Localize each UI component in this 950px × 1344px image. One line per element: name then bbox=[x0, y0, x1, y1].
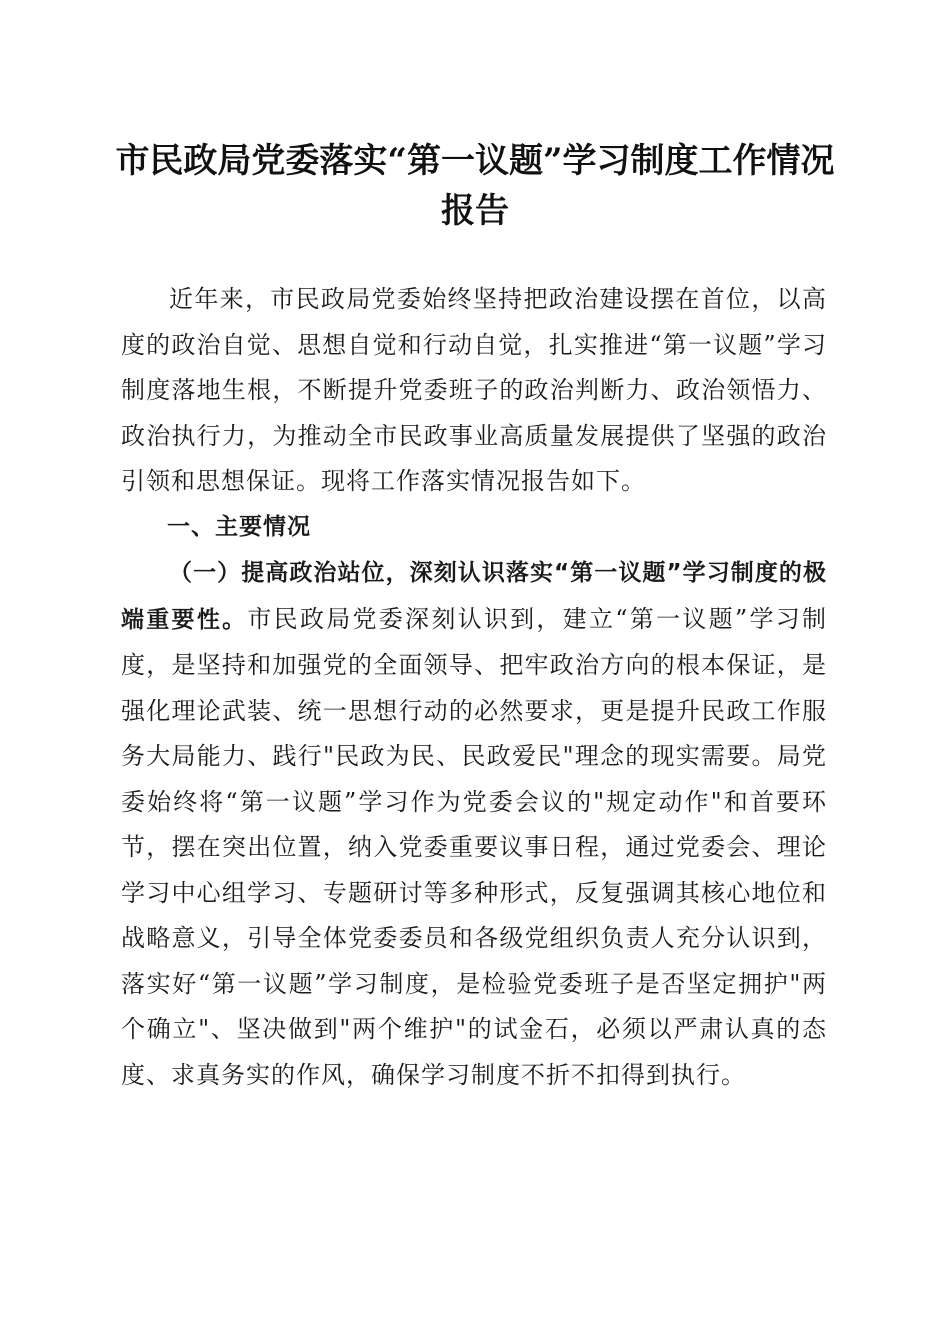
intro-paragraph: 近年来，市民政局党委始终坚持把政治建设摆在首位，以高度的政治自觉、思想自觉和行动自觉，扎实推进“第一议题”学习制度落地生根，不断提升党委班子的政治判断力、政治领悟力、政治执行力，为推动全市民政事业高质量发展提供了坚强的政治引领和思想保证。现将工作落实情况报告如下。 bbox=[121, 285, 827, 495]
subsection-heading: （一）提高政治站位，深刻认识落实“第一议题”学习制度的极端重要性。 bbox=[121, 560, 827, 633]
subsection-paragraph bbox=[121, 550, 827, 1098]
subsection-body: 市民政局党委深刻认识到，建立“第一议题”学习制度，是坚持和加强党的全面领导、把牢政治方向的根本保证，是强化理论武装、统一思想行动的必然要求，更是提升民政工作服务大局能力、践行"民政为民、民政爱民"理念的现实需要。局党委始终将“第一议题”学习作为党委会议的"规定动作"和首要环节，摆在突出位置，纳入党委重要议事日程，通过党委会、理论学习中心组学习、专题研讨等多种形式，反复强调其核心地位和战略意义，引导全体党委委员和各级党组织负责人充分认识到，落实好“第一议题”学习制度，是检验党委班子是否坚定拥护"两个确立"、坚决做到"两个维护"的试金石，必须以严肃认真的态度、求真务实的作风，确保学习制度不折不扣得到执行。 bbox=[121, 604, 828, 1089]
document-body bbox=[121, 277, 827, 1098]
section-heading: 一、主要情况 bbox=[167, 513, 311, 540]
document-title: 市民政局党委落实“第一议题”学习制度工作情况报告 bbox=[115, 141, 835, 231]
